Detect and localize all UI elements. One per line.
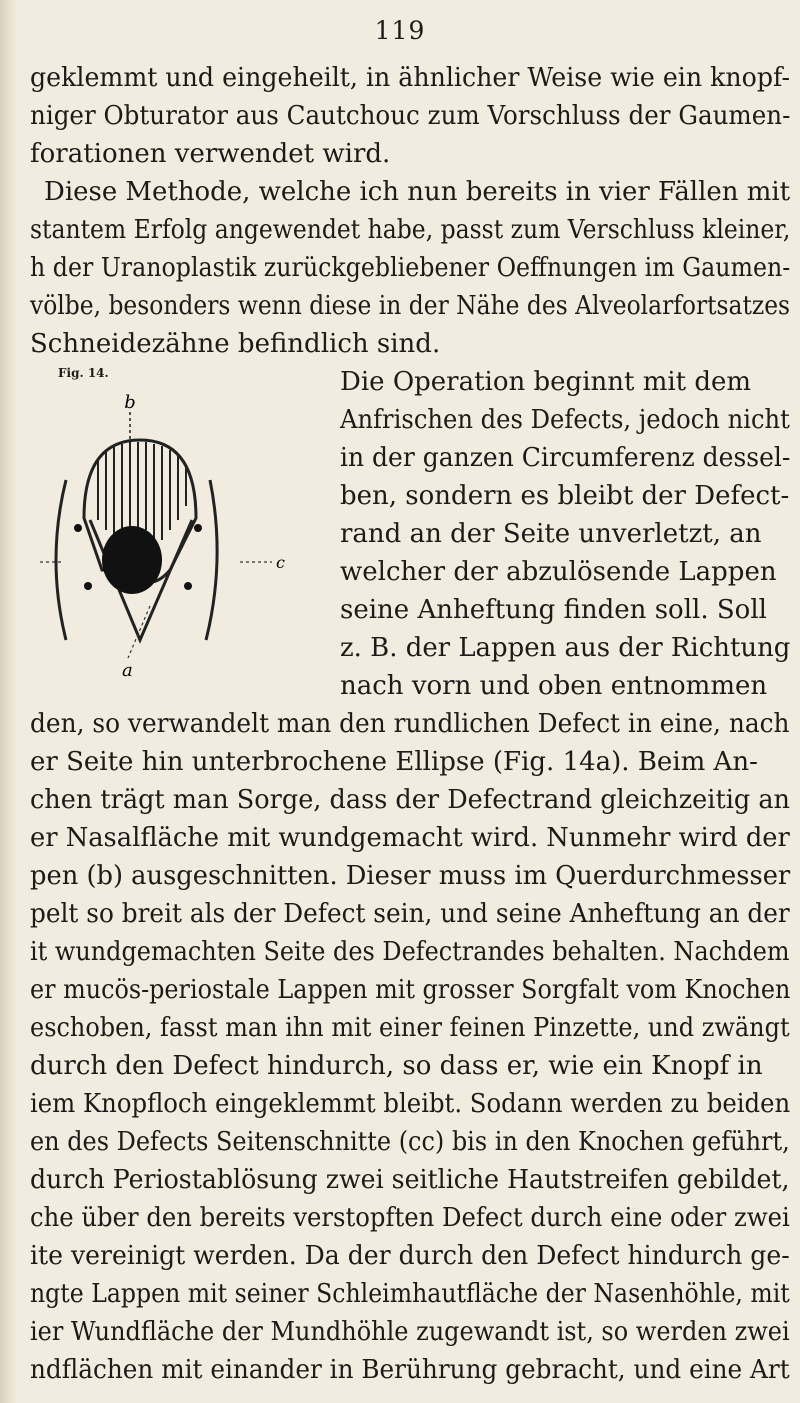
figure-label-c: c (276, 553, 285, 572)
text-line: ndflächen mit einander in Berührung gebracht, und eine Art (30, 1355, 790, 1385)
text-line: niger Obturator aus Cautchouc zum Vorschluss der Gaumen- (30, 101, 791, 131)
text-line: durch den Defect hindurch, so dass er, wie ein Knopf in (30, 1051, 763, 1081)
text-line: ite vereinigt werden. Da der durch den Defect hindurch ge- (30, 1241, 790, 1271)
text-line: it wundgemachten Seite des Defectrandes behalten. Nachdem (30, 937, 790, 967)
text-line: Schneidezähne befindlich sind. (30, 329, 441, 359)
text-line: er Seite hin unterbrochene Ellipse (Fig. 14a). Beim An- (30, 747, 758, 777)
text-line: iem Knopfloch eingeklemmt bleibt. Sodann werden zu beiden (30, 1089, 791, 1119)
text-line: geklemmt und eingeheilt, in ähnlicher Weise wie ein knopf- (30, 63, 790, 93)
text-line: ben, sondern es bleibt der Defect- (340, 481, 790, 511)
text-line: welcher der abzulösende Lappen (340, 557, 777, 587)
text-line: ngte Lappen mit seiner Schleimhautfläche der Nasenhöhle, mit (30, 1279, 790, 1309)
page-edge-shadow (0, 0, 18, 1403)
text-line: er Nasalfläche mit wundgemacht wird. Nunmehr wird der (30, 823, 790, 853)
text-line: rand an der Seite unverletzt, an (340, 519, 762, 549)
text-line: den, so verwandelt man den rundlichen Defect in eine, nach (30, 709, 790, 739)
text-line: forationen verwendet wird. (30, 139, 391, 169)
text-line: eschoben, fasst man ihn mit einer feinen Pinzette, und zwängt (30, 1013, 790, 1043)
text-line: völbe, besonders wenn diese in der Nähe des Alveolarfortsatzes (30, 291, 791, 321)
text-line: nach vorn und oben entnommen (340, 671, 768, 701)
text-line: seine Anheftung finden soll. Soll (340, 595, 767, 625)
text-line: en des Defects Seitenschnitte (cc) bis in den Knochen geführt, (30, 1127, 790, 1157)
text-line: pelt so breit als der Defect sein, und seine Anheftung an der (30, 899, 790, 929)
text-line: pen (b) ausgeschnitten. Dieser muss im Querdurchmesser (30, 861, 791, 891)
figure-label-a: a (122, 660, 133, 680)
text-line: Anfrischen des Defects, jedoch nicht (340, 405, 790, 435)
text-line: stantem Erfolg angewendet habe, passt zum Verschluss kleiner, (30, 215, 791, 245)
text-line: er mucös-periostale Lappen mit grosser Sorgfalt vom Knochen (30, 975, 791, 1005)
text-line: h der Uranoplastik zurückgebliebener Oeffnungen im Gaumen- (30, 253, 791, 283)
text-line: z. B. der Lappen aus der Richtung (340, 633, 791, 663)
text-line: che über den bereits verstopften Defect durch eine oder zwei (30, 1203, 790, 1233)
text-line: ier Wundfläche der Mundhöhle zugewandt ist, so werden zwei (30, 1317, 790, 1347)
text-line: Die Operation beginnt mit dem (340, 367, 752, 397)
page-number: 119 (374, 16, 426, 45)
text-line: durch Periostablösung zwei seitliche Hautstreifen gebildet, (30, 1165, 790, 1195)
figure-caption: Fig. 14. (58, 366, 109, 380)
figure-label-b: b (124, 392, 136, 413)
figure-14-illustration (40, 380, 330, 680)
text-line: Diese Methode, welche ich nun bereits in vier Fällen mit (44, 177, 791, 207)
text-line: chen trägt man Sorge, dass der Defectrand gleichzeitig an (30, 785, 790, 815)
text-line: in der ganzen Circumferenz dessel- (340, 443, 791, 473)
